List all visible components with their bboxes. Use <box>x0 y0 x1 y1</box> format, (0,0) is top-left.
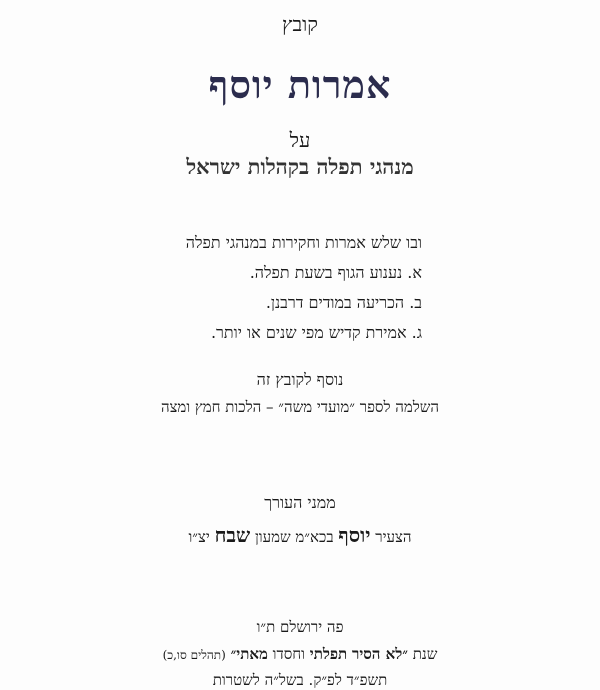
addition-heading: נוסף לקובץ זה <box>256 370 344 389</box>
verse-part: תפלתי <box>309 645 348 663</box>
author-first-name: יוסף <box>338 523 371 547</box>
author-suffix: יצ״ו <box>188 528 210 546</box>
book-title: אמרות יוסף <box>208 62 392 107</box>
verse-part: ״לא הסיר <box>351 645 408 663</box>
addition-text: השלמה לספר ״מועדי משה״ – הלכות חמץ ומצה <box>160 398 440 416</box>
year-word: שנת <box>412 645 438 663</box>
author-surname: שבח <box>214 523 251 547</box>
collection-label: קובץ <box>282 12 318 36</box>
verse-part: וחסדו <box>272 645 305 663</box>
contents-item: א. נענוע הגוף בשעת תפלה. <box>249 263 422 282</box>
publication-year: תשפ״ד לפ״ק. בשל״ה לשטרות <box>212 671 388 689</box>
author-middle: בכא״מ שמעון <box>254 528 334 546</box>
contents-item: ג. אמירת קדיש מפי שנים או יותר. <box>210 323 422 342</box>
contents-list <box>162 228 422 348</box>
verse-reference: (תהלים סו,כ) <box>162 648 226 662</box>
book-subject: מנהגי תפלה בקהלות ישראל <box>186 154 414 179</box>
year-verse-line <box>0 645 600 664</box>
author-prefix: הצעיר <box>375 528 412 546</box>
verse-part: מאתי״ <box>230 645 268 663</box>
publication-place: פה ירושלם ת״ו <box>256 618 344 636</box>
about-label: על <box>289 128 311 152</box>
contents-intro: ובו שלש אמרות וחקירות במנהגי תפלה <box>185 233 422 252</box>
editor-label: ממני העורך <box>264 493 336 512</box>
author-line <box>0 523 600 548</box>
contents-item: ב. הכריעה במודים דרבנן. <box>265 293 422 312</box>
